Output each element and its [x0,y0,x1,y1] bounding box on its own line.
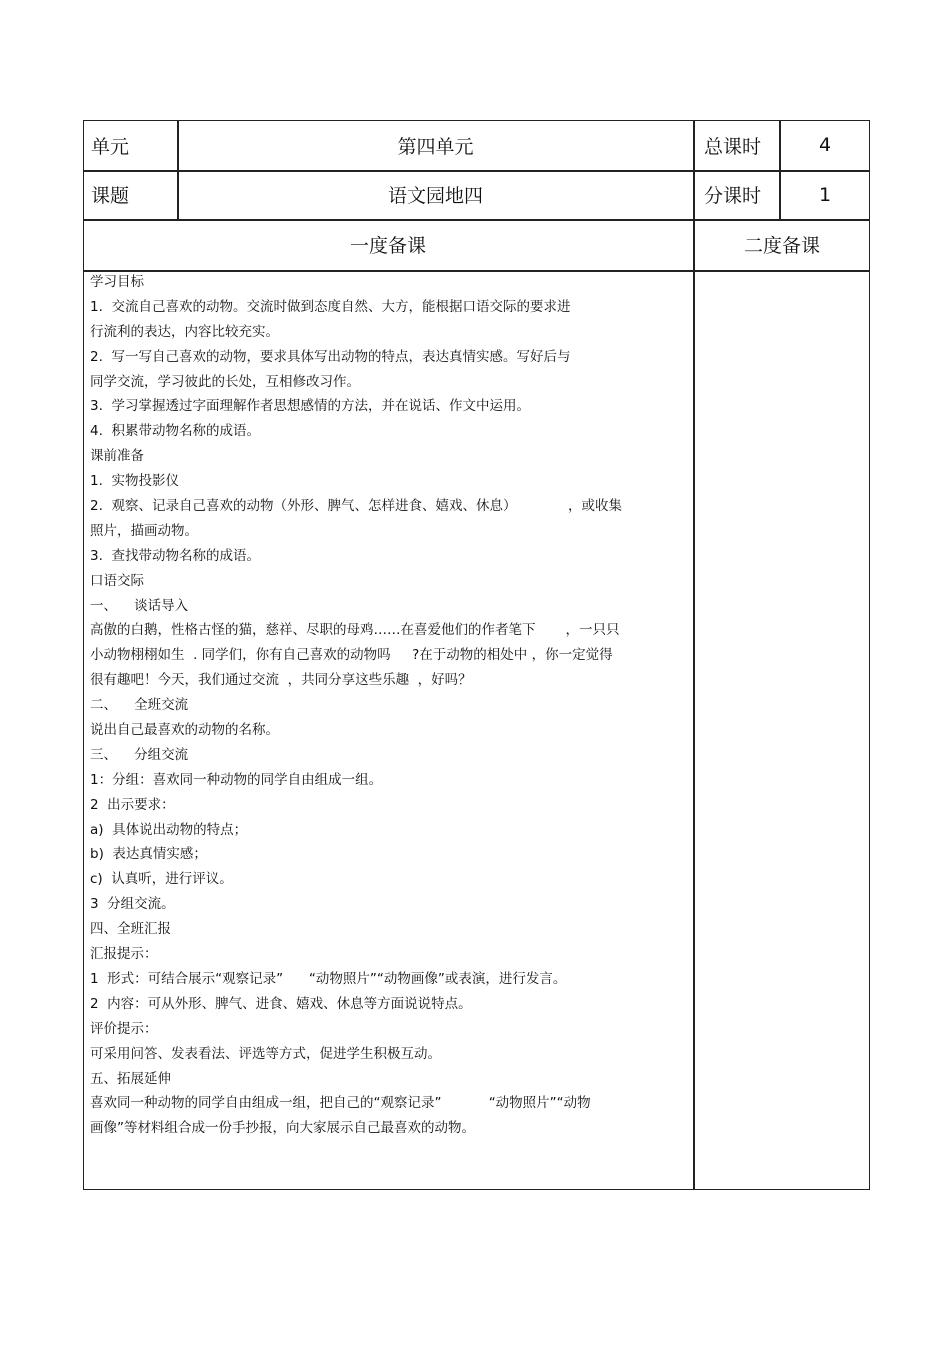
content-line: 喜欢同一种动物的同学自由组成一组，把自己的“观察记录” “动物照片”“动物 [90,1095,591,1112]
total-hours-label: 总课时 [704,135,762,158]
content-line: 1. 实物投影仪 [90,473,179,490]
content-line: c) 认真听，进行评议。 [90,871,233,888]
content-line: 说出自己最喜欢的动物的名称。 [90,722,279,739]
topic-label: 课题 [91,185,130,207]
content-line: 画像”等材料组合成一份手抄报，向大家展示自己最喜欢的动物。 [90,1120,475,1137]
section-heading: 学习目标 [90,274,144,290]
content-line: 高傲的白鹅，性格古怪的猫，慈祥、尽职的母鸡……在喜爱他们的作者笔下 ，一只只 [90,622,620,639]
col-divider-main [693,120,695,1190]
content-line: 很有趣吧！今天，我们通过交流 ，共同分享这些乐趣 ，好吗？ [90,672,472,689]
content-line: 2. 写一写自己喜欢的动物，要求具体写出动物的特点，表达真情实感。写好后与 [90,348,571,365]
content-line: a) 具体说出动物的特点； [90,821,248,838]
content-line: 照片，描画动物。 [90,522,198,539]
content-line: 评价提示： [90,1020,158,1037]
unit-value: 第四单元 [397,135,474,158]
sub-hours-label: 分课时 [704,185,762,207]
unit-label: 单元 [91,135,130,158]
content-line: b) 表达真情实感； [90,846,207,863]
sub-hours-value: 1 [818,183,832,206]
content-line: 1 形式：可结合展示“观察记录” “动物照片”“动物画像”或表演，进行发言。 [90,970,567,987]
content-line: 五、拓展延伸 [90,1070,171,1087]
second-prep-heading: 二度备课 [743,235,820,257]
content-line: 4. 积累带动物名称的成语。 [90,423,260,440]
content-line: 1. 交流自己喜欢的动物。交流时做到态度自然、大方，能根据口语交际的要求进 [90,298,571,315]
content-line: 2 内容：可从外形、脾气、进食、嬉戏、休息等方面说说特点。 [90,995,472,1012]
lesson-content [90,270,686,1141]
content-line: 3. 学习掌握透过字面理解作者思想感情的方法，并在说话、作文中运用。 [90,398,530,415]
content-line: 2 出示要求： [90,796,175,813]
first-prep-heading: 一度备课 [349,235,426,257]
content-line: 同学交流，学习彼此的长处，互相修改习作。 [90,373,360,390]
total-hours-value: 4 [818,134,832,156]
content-line: 1：分组：喜欢同一种动物的同学自由组成一组。 [90,771,383,788]
content-line: 一、 谈话导入 [90,597,189,614]
content-line: 二、 全班交流 [90,697,189,714]
topic-value: 语文园地四 [387,185,483,207]
content-line: 汇报提示： [90,946,158,963]
content-line: 四、全班汇报 [90,921,171,938]
content-line: 小动物栩栩如生 . 同学们，你有自己喜欢的动物吗 ?在于动物的相处中 ，你一定觉得 [90,647,613,664]
content-line: 三、 分组交流 [90,746,189,763]
content-line: 3. 查找带动物名称的成语。 [90,547,260,564]
section-heading: 课前准备 [90,448,144,465]
section-heading: 口语交际 [90,572,144,589]
content-line: 3 分组交流。 [90,896,175,913]
content-line: 可采用问答、发表看法、评选等方式，促进学生积极互动。 [90,1045,441,1062]
content-line: 2. 观察、记录自己喜欢的动物（外形、脾气、怎样进食、嬉戏、休息） ，或收集 [90,498,622,515]
content-line: 行流利的表达，内容比较充实。 [90,323,279,340]
